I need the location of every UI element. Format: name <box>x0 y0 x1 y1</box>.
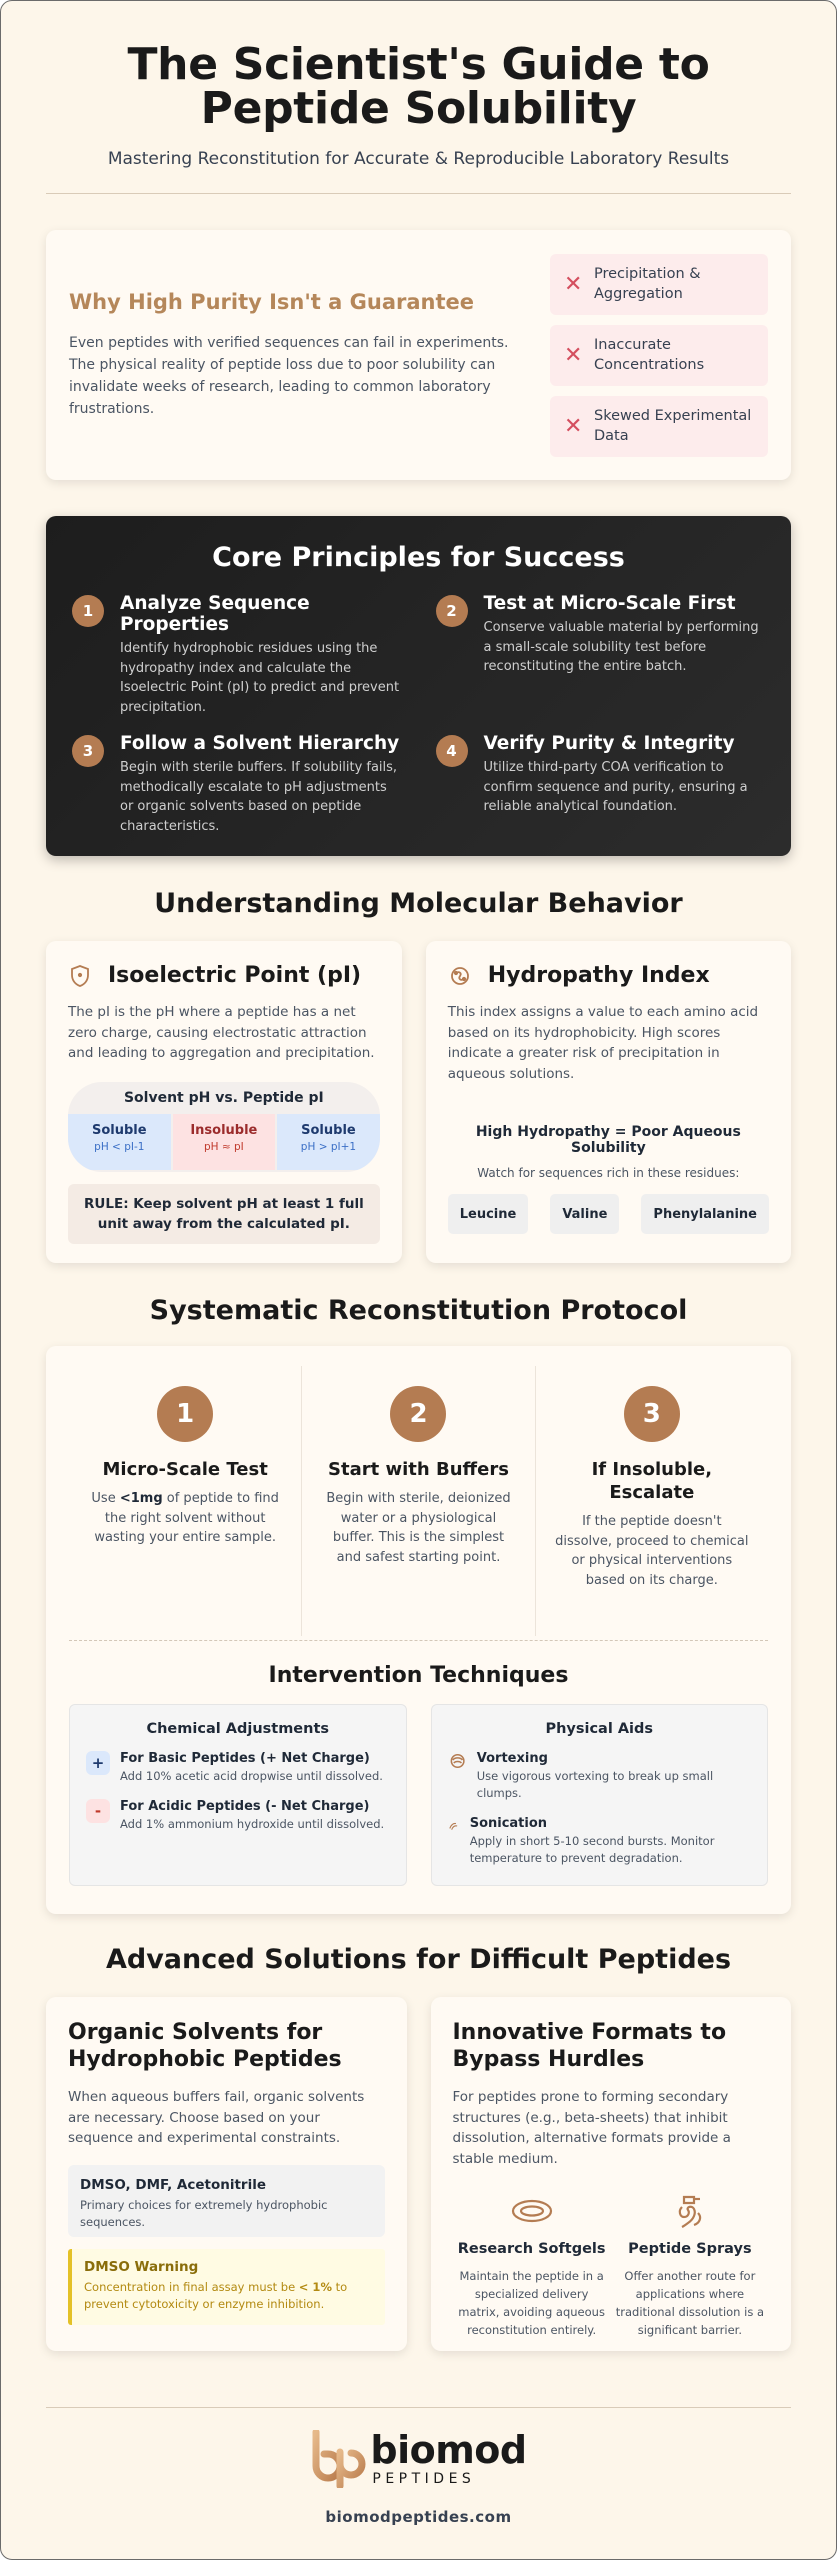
molecule-icon <box>448 964 472 988</box>
format-item <box>453 2191 611 2339</box>
formats-title: Innovative Formats to Bypass Hurdles <box>452 2020 727 2072</box>
technique-desc: Use vigorous vortexing to break up small clumps. <box>476 1769 714 1800</box>
bp-logo-icon <box>310 2430 366 2488</box>
ph-cell-label: Soluble <box>91 1122 147 1138</box>
principles-title: Core Principles for Success <box>212 542 625 573</box>
technique-desc: Add 10% acetic acid dropwise until dissolved. <box>120 1769 383 1783</box>
pi-title: Isoelectric Point (pI) <box>108 963 362 988</box>
technique-desc: Apply in short 5-10 second bursts. Monitor temperature to prevent degradation. <box>469 1834 715 1865</box>
principle-desc: Begin with sterile buffers. If solubility fails, methodically escalate to pH adjustments or organic solvents based on peptide characteristics. <box>120 760 398 834</box>
principle-desc: Conserve valuable material by performing a small-scale solubility test before reconstituting the entire batch. <box>483 620 759 674</box>
warning-title: DMSO Warning <box>84 2258 199 2275</box>
format-desc: Offer another route for applications where traditional dissolution is a significant barrier. <box>615 2269 765 2337</box>
solvent-desc: Primary choices for extremely hydrophobic sequences. <box>80 2197 328 2229</box>
issue-label: Inaccurate Concentrations <box>594 337 705 373</box>
protocol-section-title: Systematic Reconstitution Protocol <box>149 1295 688 1326</box>
sound-wave-icon <box>448 1816 460 1836</box>
x-icon: ✕ <box>564 271 583 297</box>
hydropathy-title: Hydropathy Index <box>487 963 710 988</box>
ph-cell-sub: pH ≈ pI <box>203 1140 244 1153</box>
hydropathy-card <box>426 941 791 1263</box>
principle-number: 4 <box>436 735 468 767</box>
technique-item <box>448 1816 752 1867</box>
intervention-grid <box>69 1704 768 1886</box>
technique-name: For Basic Peptides (+ Net Charge) <box>120 1751 370 1766</box>
ph-cell-label: Soluble <box>301 1122 356 1138</box>
principles-grid <box>72 593 765 836</box>
principle-title: Follow a Solvent Hierarchy <box>120 733 400 754</box>
organic-card <box>46 1997 407 2351</box>
protocol-step <box>302 1366 535 1636</box>
technique-desc: Add 1% ammonium hydroxide until dissolved. <box>120 1817 385 1831</box>
footer-divider <box>46 2407 791 2408</box>
website-link[interactable]: biomodpeptides.com <box>325 2508 512 2526</box>
molecular-grid <box>46 941 791 1263</box>
step-number: 3 <box>624 1386 680 1442</box>
ph-chart-title: Solvent pH vs. Peptide pI <box>123 1089 324 1106</box>
technique-item <box>448 1751 752 1802</box>
ph-cell-sub: pH < pI-1 <box>94 1140 145 1153</box>
technique-item <box>86 1751 390 1785</box>
logo-wordmark: biomod <box>370 2428 527 2472</box>
formats-card <box>431 1997 792 2351</box>
chemical-box <box>69 1704 407 1886</box>
step-title: If Insoluble, Escalate <box>591 1459 713 1503</box>
protocol-step <box>536 1366 768 1636</box>
vortex-icon <box>448 1751 467 1771</box>
format-list <box>453 2191 770 2339</box>
purity-card <box>46 230 791 480</box>
ph-cell-low <box>68 1114 171 1170</box>
residue-chip: Phenylalanine <box>641 1194 769 1234</box>
principle-desc: Utilize third-party COA verification to confirm sequence and purity, ensuring a reliable analytical foundation. <box>483 760 748 814</box>
principle-desc: Identify hydrophobic residues using the hydropathy index and calculate the Isoelectric Point (pI) to predict and prevent precipitation. <box>120 641 400 715</box>
pi-rule: RULE: Keep solvent pH at least 1 full unit away from the calculated pI. <box>68 1184 380 1244</box>
principle-title: Verify Purity & Integrity <box>483 733 735 754</box>
molecular-section-title: Understanding Molecular Behavior <box>154 888 683 919</box>
step-desc: Use <1mg of peptide to find the right solvent without wasting your entire sample. <box>91 1491 279 1545</box>
format-name: Research Softgels <box>457 2241 606 2257</box>
purity-body: Even peptides with verified sequences can fail in experiments. The physical reality of peptide loss due to poor solubility can invalidate weeks of research, leading to common laboratory frustrations. <box>69 335 509 417</box>
purity-title: Why High Purity Isn't a Guarantee <box>69 290 474 314</box>
page-title: The Scientist's Guide to Peptide Solubility <box>127 39 710 134</box>
technique-name: Sonication <box>469 1816 548 1831</box>
principle-number: 2 <box>436 595 468 627</box>
principle-item <box>436 733 766 836</box>
issue-label: Skewed Experimental Data <box>594 408 752 444</box>
principles-panel <box>46 516 791 856</box>
ph-cell-label: Insoluble <box>190 1122 258 1138</box>
plus-icon: + <box>86 1751 110 1775</box>
principle-title: Analyze Sequence Properties <box>120 593 310 635</box>
organic-title: Organic Solvents for Hydrophobic Peptides <box>68 2020 342 2072</box>
format-item <box>611 2191 769 2339</box>
format-name: Peptide Sprays <box>628 2241 752 2257</box>
residue-chip: Leucine <box>448 1194 529 1234</box>
x-icon: ✕ <box>564 413 583 439</box>
protocol-steps <box>69 1366 768 1636</box>
shield-icon <box>68 964 92 988</box>
step-title: Start with Buffers <box>328 1459 509 1480</box>
step-number: 1 <box>157 1386 213 1442</box>
organic-body: When aqueous buffers fail, organic solvents are necessary. Choose based on your sequence and experimental constraints. <box>68 2089 365 2146</box>
advanced-grid <box>46 1997 791 2351</box>
pi-card <box>46 941 402 1263</box>
ph-cell-high <box>277 1114 380 1170</box>
technique-item <box>86 1799 390 1833</box>
issue-item <box>550 254 768 315</box>
pi-body: The pI is the pH where a peptide has a net zero charge, causing electrostatic attraction and leading to aggregation and precipitation. <box>68 1004 375 1061</box>
issue-item <box>550 325 768 386</box>
technique-name: Vortexing <box>476 1751 548 1766</box>
principle-item <box>72 733 402 836</box>
step-desc: Begin with sterile, deionized water or a physiological buffer. This is the simplest and safest starting point. <box>326 1491 511 1565</box>
step-desc: If the peptide doesn't dissolve, proceed to chemical or physical interventions based on its charge. <box>555 1514 749 1588</box>
principle-title: Test at Micro-Scale First <box>483 593 736 614</box>
ph-chart <box>68 1082 380 1172</box>
physical-box <box>431 1704 769 1886</box>
principle-number: 3 <box>72 735 104 767</box>
logo-subtitle: PEPTIDES <box>372 2471 476 2487</box>
formats-body: For peptides prone to forming secondary structures (e.g., beta-sheets) that inhibit dissolution, alternative formats provide a stable medium. <box>452 2089 731 2167</box>
principle-item <box>72 593 402 717</box>
x-icon: ✕ <box>564 342 583 368</box>
ph-cell-mid <box>173 1114 276 1170</box>
format-desc: Maintain the peptide in a specialized delivery matrix, avoiding aqueous reconstitution entirely. <box>458 2269 605 2337</box>
hydropathy-body: This index assigns a value to each amino acid based on its hydrophobicity. High scores indicate a greater risk of precipitation in aqueous solutions. <box>447 1004 759 1082</box>
header-divider <box>46 193 791 194</box>
purity-text <box>69 290 550 420</box>
issue-item <box>550 396 768 457</box>
protocol-step <box>69 1366 302 1636</box>
advanced-section-title: Advanced Solutions for Difficult Peptides <box>105 1944 732 1975</box>
issue-list <box>550 254 768 457</box>
principle-item <box>436 593 766 717</box>
hydropathy-watch: Watch for sequences rich in these residues: <box>477 1166 740 1180</box>
softgel-icon <box>510 2196 554 2226</box>
solvent-name: DMSO, DMF, Acetonitrile <box>80 2176 266 2193</box>
residue-list <box>448 1194 769 1234</box>
brand-logo <box>46 2430 791 2488</box>
hydropathy-rule: High Hydropathy = Poor Aqueous Solubility <box>475 1124 741 1156</box>
warning-desc: Concentration in final assay must be < 1% to prevent cytotoxicity or enzyme inhibition. <box>84 2279 348 2311</box>
physical-title: Physical Aids <box>545 1721 654 1737</box>
solvent-box <box>68 2165 385 2237</box>
technique-name: For Acidic Peptides (- Net Charge) <box>120 1799 370 1814</box>
minus-icon: - <box>86 1799 110 1823</box>
protocol-divider <box>69 1640 768 1641</box>
chemical-title: Chemical Adjustments <box>146 1721 330 1737</box>
spray-icon <box>672 2191 708 2231</box>
protocol-card <box>46 1346 791 1914</box>
residue-chip: Valine <box>550 1194 619 1234</box>
intervention-title: Intervention Techniques <box>268 1663 569 1688</box>
ph-cell-sub: pH > pI+1 <box>300 1140 357 1153</box>
issue-label: Precipitation & Aggregation <box>594 266 701 302</box>
principle-number: 1 <box>72 595 104 627</box>
dmso-warning <box>68 2249 385 2325</box>
step-title: Micro-Scale Test <box>102 1459 268 1480</box>
page-subtitle: Mastering Reconstitution for Accurate & Reproducible Laboratory Results <box>107 149 730 169</box>
step-number: 2 <box>390 1386 446 1442</box>
